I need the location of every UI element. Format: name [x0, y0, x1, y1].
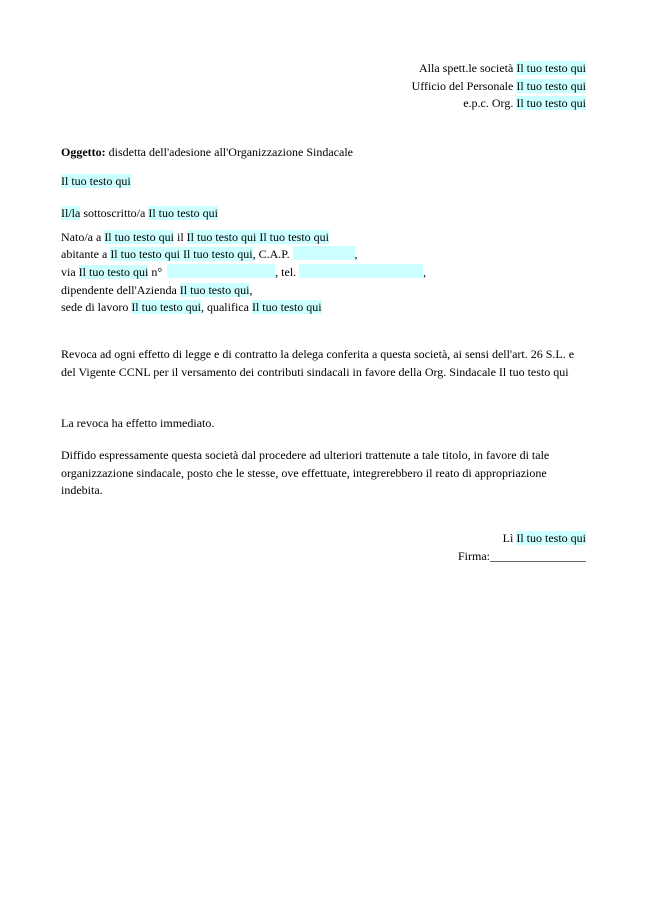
recipient-line-3 — [463, 95, 586, 112]
address-line — [61, 264, 426, 281]
recipient-office-field[interactable]: Il tuo testo qui — [516, 79, 586, 93]
birth-date-label: il — [173, 230, 187, 244]
address-end: , — [423, 265, 427, 279]
signer-name-field[interactable]: Il tuo testo qui — [148, 206, 218, 220]
recipient-office-label: Ufficio del Personale — [411, 79, 517, 93]
residence-place-field[interactable]: Il tuo testo qui Il tuo testo qui — [110, 247, 253, 261]
workplace-field[interactable]: Il tuo testo qui — [131, 300, 201, 314]
employer-line — [61, 282, 252, 299]
warning-paragraph: Diffido espressamente questa società dal procedere ad ulteriori trattenute a tale titolo, in favore di tale organizzazione sindacale, posto che le stesse, ove effettuate, integrerebbero il reato di appropriazione indebita. — [61, 448, 550, 497]
phone-label: , tel. — [275, 265, 300, 279]
opening-field[interactable]: Il tuo testo qui — [61, 174, 131, 188]
employer-label: dipendente dell'Azienda — [61, 283, 180, 297]
subject-line — [61, 144, 353, 161]
cap-field[interactable] — [293, 246, 355, 260]
employer-end: , — [249, 283, 253, 297]
place-date-field[interactable]: Il tuo testo qui — [516, 531, 586, 545]
subject-text: disdetta dell'adesione all'Organizzazione Sindacale — [105, 145, 353, 159]
signer-prefix: Il/la — [61, 206, 81, 220]
recipient-line-1 — [419, 60, 586, 77]
street-name-field[interactable]: Il tuo testo qui — [78, 265, 149, 279]
place-date-label: Lì — [502, 531, 517, 545]
revocation-paragraph: Revoca ad ogni effetto di legge e di contratto la delega conferita a questa società, ai sensi dell'art. 26 S.L. e del Vigente CCNL per il versamento dei contributi sindacali in favore della Org. Sindacale Il tuo testo qui — [61, 347, 575, 379]
residence-label: abitante a — [61, 247, 111, 261]
subject-label: Oggetto: — [61, 145, 106, 159]
signer-line — [61, 205, 218, 222]
place-date-line — [503, 530, 586, 547]
recipient-company-field[interactable]: Il tuo testo qui — [516, 61, 586, 75]
recipient-line-2 — [412, 78, 586, 95]
recipient-company-label: Alla spett.le società — [419, 61, 517, 75]
workplace-line — [61, 299, 322, 316]
opening-line — [61, 173, 131, 190]
birth-date-field[interactable]: Il tuo testo qui Il tuo testo qui — [186, 230, 329, 244]
signature-line[interactable]: Firma:________________ — [458, 549, 586, 563]
signer-label: sottoscritto/a — [80, 206, 149, 220]
qualification-label: , qualifica — [200, 300, 252, 314]
employer-field[interactable]: Il tuo testo qui — [179, 283, 250, 297]
cap-label: , C.A.P. — [252, 247, 293, 261]
residence-end: , — [354, 247, 358, 261]
birth-line — [61, 229, 329, 246]
birth-place-field[interactable]: Il tuo testo qui — [104, 230, 174, 244]
birth-label: Nato/a a — [61, 230, 105, 244]
qualification-field[interactable]: Il tuo testo qui — [251, 300, 322, 314]
street-label: via — [61, 265, 79, 279]
phone-field[interactable] — [299, 264, 423, 278]
recipient-cc-label: e.p.c. Org. — [463, 96, 517, 110]
street-number-field[interactable] — [167, 264, 275, 278]
residence-line — [61, 246, 358, 263]
street-number-label: n° — [148, 265, 166, 279]
recipient-cc-field[interactable]: Il tuo testo qui — [516, 96, 586, 110]
workplace-label: sede di lavoro — [61, 300, 132, 314]
effect-paragraph: La revoca ha effetto immediato. — [61, 416, 215, 430]
